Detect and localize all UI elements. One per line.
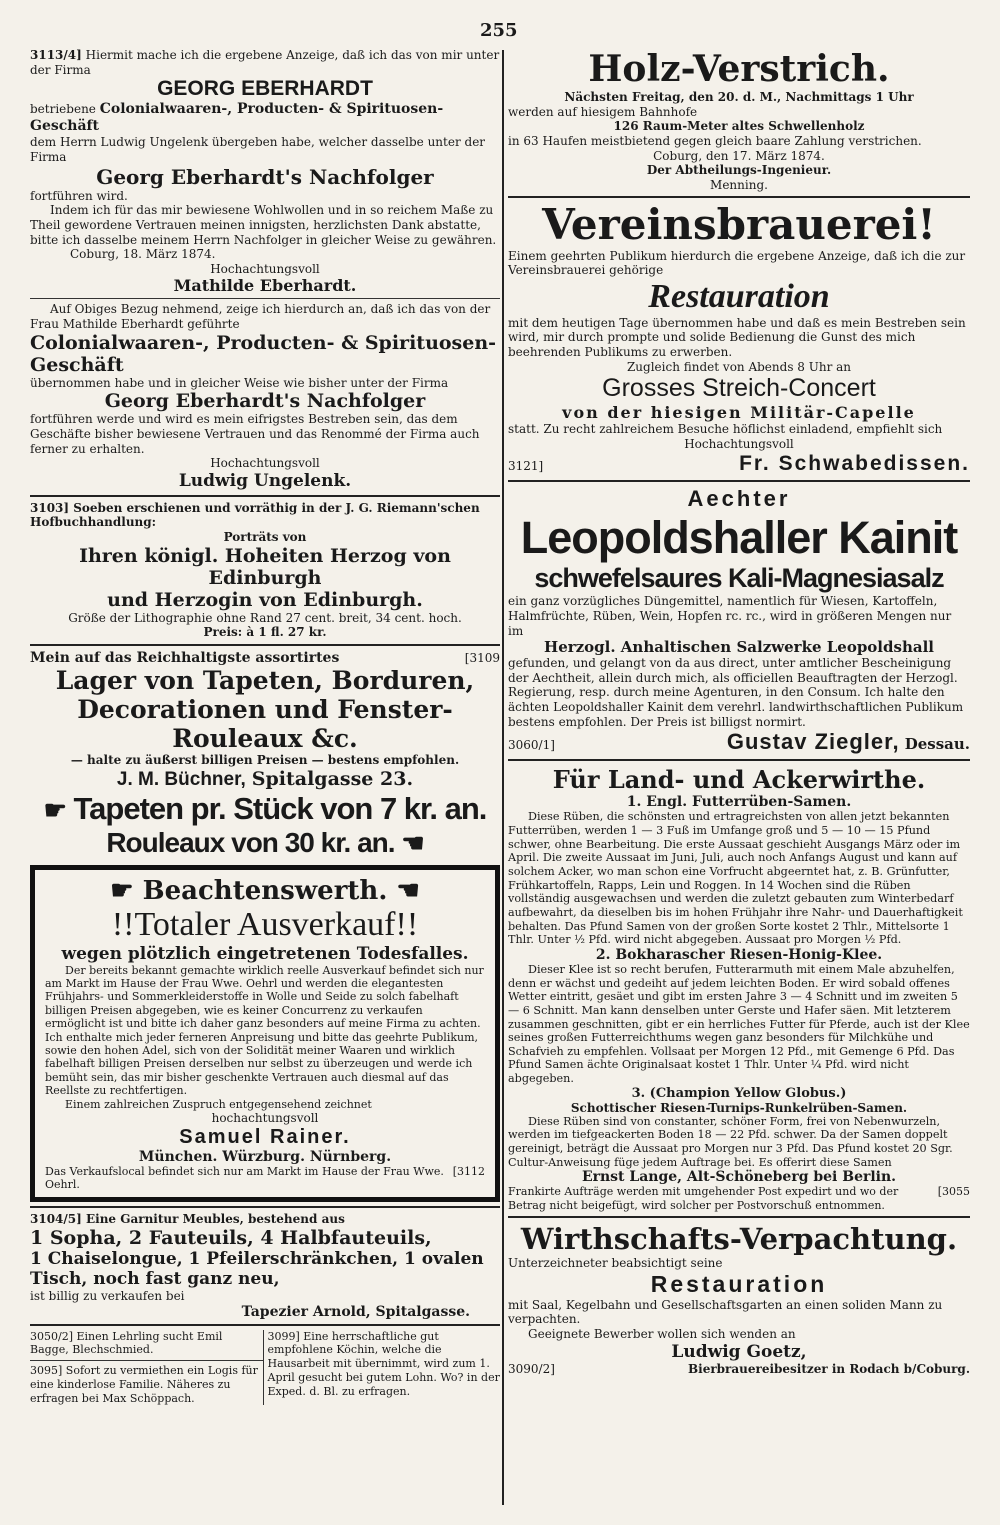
ad-kainit [508,486,970,756]
ad-text: ein ganz vorzügliches Düngemittel, namentlich für Wiesen, Kartoffeln, Halmfrüchte, Rüben, Wein, Hopfen rc. rc., wird in größeren Mengen nur im [508,594,952,638]
ad-date: Coburg, 18. März 1874. [70,247,216,262]
divider [508,196,970,198]
ad-ref: [3112 [452,1164,485,1178]
greeting: Hochachtungsvoll [210,456,320,471]
ad-text: gefunden, und gelangt von da aus direct, unter amtlicher Bescheinigung der Aechtheit, allein durch mich, als officiellen Beauftragten der Herzogl. Regierung, resp. durch meine Agenturen, in den Consum. Ich halte den ächten Leopoldshaller Kainit dem verehrl. landwirthschaftlichen Publikum bestens empfohlen. Der Preis ist billigst normirt. [508,656,964,729]
ad-big-title: !!Totaler Ausverkauf!! [111,905,419,943]
ad-text: Diese Rüben, die schönsten und ertragreichsten von allen jetzt bekannten Futterrüben, werden 1 — 3 Fuß im Umfange groß und 5 — 10 — 15 Pfund schwer, ohne Bearbeitung. Die erste Aussaat geschieht Ausgangs März oder im April. Die zweite Aussaat im Juni, Juli, auch noch Anfangs August und kann auf solchem Acker, wo man schon eine Vorfrucht abgeerntet hat, z. B. Grünfutter, Frühkartoffeln, Rapps, Lein und Roggen. In 14 Wochen sind die Rüben vollständig ausgewachsen und werden die zuletzt gebauten zum Winterbedarf aufbewahrt, da dieselben bis im hohen Frühjahr ihre Nahr- und Dauerhaftigkeit behalten. Das Pfund Samen von der großen Sorte kostet 2 Thlr., Mittelsorte 1 Thlr. Unter ½ Pfd. wird nicht abgegeben. Aussaat pro Morgen ½ Pfd. [508,810,963,947]
ad-date: Coburg, den 17. März 1874. [653,148,825,163]
greeting: hochachtungsvoll [211,1111,319,1125]
small-ads-right [263,1330,501,1406]
ad-text: 3104/5] Eine Garnitur Meubles, bestehend aus [30,1212,345,1227]
ad-text: Das Verkaufslocal befindet sich nur am Markt im Hause der Frau Wwe. Oehrl. [45,1164,444,1192]
pointing-hand-icon: ☚ [396,875,420,906]
small-ads-left [30,1330,263,1406]
ad-text: — halte zu äußerst billigen Preisen — bestens empfohlen. [70,752,460,767]
divider [30,644,500,646]
signature: Mathilde Eberhardt. [173,276,357,296]
concert-title: Grosses Streich-Concert [602,374,876,403]
ad-text: Hiermit mache ich die ergebene Anzeige, daß ich das von mir unter der Firma [30,48,500,77]
divider [508,759,970,761]
ad-headline: Wirthschafts-Verpachtung. [520,1222,958,1257]
merchant-name: J. M. Büchner, [116,768,246,790]
business-name: Colonialwaaren-, Producten- & Spirituosen-Geschäft [30,331,497,376]
ad-text: 126 Raum-Meter altes Schwellenholz [613,119,865,134]
small-ad: 3095] Sofort zu vermiethen ein Logis für eine kinderlose Familie. Näheres zu erfragen bei Max Schöppach. [30,1364,258,1405]
small-ad: 3099] Eine herrschaftliche gut empfohlene Köchin, welche die Hausarbeit mit übernimmt, wird zum 1. April gesucht bei gutem Lohn. Wo? in der Exped. d. Bl. zu erfragen. [267,1329,500,1398]
successor-name: Georg Eberhardt's Nachfolger [104,390,426,413]
ad-headline: Leopoldshaller Kainit [520,511,958,563]
small-ad: 3050/2] Einen Lehrling sucht Emil Bagge, Blechschmied. [30,1329,223,1357]
ad-text: Dieser Klee ist so recht berufen, Futterarmuth mit einem Male abzuhelfen, denn er wächst und gedeiht auf jedem leichten Boden. Er wird sobald offenes Wetter eintritt, gesäet und gibt im ersten Jahre 3 — 4 Schnitt und im zweiten 5 — 6 Schnitt. Man kann denselben unter Gerste und Hafer säen. Mit letzterem zusammen geschnitten, gibt er ein herrliches Futter für Pferde, auch ist der Klee seines großen Futterreichthums wegen ganz besonders für Milchkühe und Schafvieh zu empfehlen. Vollsaat per Morgen 12 Pfd., mit Gemenge 6 Pfd. Das Pfund Samen ächte Originalsaat kostet 1 Thlr. Unter ¼ Pfd. wird nicht abgegeben. [508,962,970,1086]
ad-text: fortführen wird. [30,188,128,203]
merchant-name: Ernst Lange, Alt-Schöneberg bei Berlin. [581,1169,897,1186]
portrait-title: Ihren königl. Hoheiten Herzog von Edinburgh [79,544,451,589]
divider [30,495,500,497]
divider [508,1216,970,1218]
ad-text: übernommen habe und in gleicher Weise wie bisher unter der Firma [30,375,449,390]
greeting: Hochachtungsvoll [210,261,320,276]
merchant-cities: München. Würzburg. Nürnberg. [138,1148,392,1165]
furniture-list: 1 Chaiselongue, 1 Pfeilerschränkchen, 1 ovalen Tisch, noch fast ganz neu, [30,1249,484,1290]
section-heading: 2. Bokharascher Riesen-Honig-Klee. [595,946,883,963]
ad-text: Einem geehrten Publikum hierdurch die ergebene Anzeige, daß ich die zur Vereinsbrauerei gehörige [508,248,966,278]
ad-text: Mein auf das Reichhaltigste assortirtes [30,649,340,666]
ad-lange [508,765,970,1212]
ad-arnold [30,1212,500,1319]
ad-goetz [508,1222,970,1376]
ad-text: Nächsten Freitag, den 20. d. M., Nachmittags 1 Uhr [564,90,914,104]
ad-ref: [3055 [937,1185,970,1199]
ad-buechner [30,650,500,859]
merchant-name: Samuel Rainer. [179,1125,351,1148]
ad-headline: Holz-Verstrich. [588,48,890,90]
ad-text: Der bereits bekannt gemachte wirklich reelle Ausverkauf befindet sich nur am Markt im Hause der Frau Wwe. Oehrl und werden die elegantesten Frühjahrs- und Sommerkleiderstoffe in Wolle und Seide zu solch fabelhaft billigen Preisen abgegeben, wie es keiner Concurrenz zu verkaufen ermöglicht ist und bitte ich daher ganz besonders auf meine Firma zu achten. Ich enthalte mich jeder ferneren Anpreisung und bitte das geehrte Publikum, sowie den hohen Adel, sich von der Solidität meiner Waaren und wirklich fabelhaft billigen Preisen derselben nur selbst zu überzeugen und werde ich bemüht sein, das mir bisher geschenkte Vertrauen auch diesmal auf das Reellste zu rechtfertigen. [45,963,484,1098]
left-column [30,48,500,1505]
pointing-hand-icon: ☛ [110,875,134,906]
page-number: 255 [480,20,518,41]
ad-vereinsbrauerei [508,202,970,475]
ad-rainer [30,865,500,1203]
divider [508,480,970,482]
ad-text: statt. Zu recht zahlreichem Besuche höflichst einladend, empfiehlt sich [508,422,943,437]
ad-subtitle: wegen plötzlich eingetretenen Todesfalles. [61,943,469,964]
ad-text: ist billig zu verkaufen bei [30,1289,185,1304]
ad-label: Porträts von [223,530,307,545]
ad-ref: 3060/1] [508,738,555,753]
ad-text: betriebene [30,102,96,117]
ad-text: 3103] Soeben erschienen und vorräthig in der J. G. Riemann'schen Hofbuchhandlung: [30,500,480,530]
business-name: Colonialwaaren-, Producten- & Spirituosen-Geschäft [30,101,444,135]
furniture-list: 1 Sopha, 2 Fauteuils, 4 Halbfauteuils, [30,1227,432,1250]
divider [30,298,500,299]
ad-kicker: Aechter [687,485,791,511]
ad-text: dem Herrn Ludwig Ungelenk übergeben habe, welcher dasselbe unter der Firma [30,135,486,165]
ad-headline: Decorationen und Fenster-Rouleaux &c. [77,694,453,753]
small-ads [30,1330,500,1406]
column-divider [502,50,504,1505]
merchant-name: Fr. Schwabedissen. [739,451,970,475]
ad-text: Zugleich findet von Abends 8 Uhr an [626,359,852,374]
ad-headline: Lager von Tapeten, Borduren, [55,665,475,695]
section-heading: 1. Engl. Futterrüben-Samen. [626,794,852,811]
ad-headline: Vereinsbrauerei! [542,200,936,250]
offer-text: Tapeten pr. Stück von 7 kr. an. [73,790,487,826]
merchant-city: Dessau. [904,735,970,754]
ad-ref: 3090/2] [508,1361,555,1376]
ad-text: Diese Rüben sind von constanter, schöner Form, frei von Nebenwurzeln, werden im tiefgeackerten Boden 18 — 22 Pfd. schwer. Da der Samen doppelt gereinigt, beträgt die Aussaat pro Morgen nur 3 Pfd. Das Pfund kostet 20 Sgr. Cultur-Anweisung füge jedem Auftrage bei. Es offerirt diese Samen [508,1114,953,1169]
successor-name: Georg Eberhardt's Nachfolger [96,164,434,189]
merchant-name: Gustav Ziegler, [726,729,900,755]
greeting: Hochachtungsvoll [684,436,794,451]
divider [30,1360,263,1361]
signature: Ludwig Ungelenk. [178,470,352,491]
portrait-size: Größe der Lithographie ohne Rand 27 cent. breit, 34 cent. hoch. [68,610,462,625]
ad-ungelenk [30,302,500,490]
restaurant-title: Restauration [648,277,830,315]
ad-text: Geeignete Bewerber wollen sich wenden an [528,1327,796,1342]
pointing-hand-icon: ☚ [401,827,424,858]
merchant-name: Tapezier Arnold, Spitalgasse. [241,1303,470,1320]
ad-ref: [3109 [464,650,500,665]
ad-headline: Für Land- und Ackerwirthe. [552,765,926,795]
merchant-name: Ludwig Goetz, [671,1341,807,1362]
ad-text: Einem zahlreichen Zuspruch entgegensehend zeichnet [65,1097,372,1111]
merchant-title: Bierbrauereibesitzer in Rodach b/Coburg. [688,1361,970,1376]
divider [30,1206,500,1208]
ad-text: fortführen werde und wird es mein eifrigstes Bestreben sein, das dem Geschäfte bisher bewiesene Vertrauen und das Renommé der Firma auch ferner zu erhalten. [30,412,480,456]
firm-name: GEORG EBERHARDT [157,77,373,101]
ad-text: Auf Obiges Bezug nehmend, zeige ich hierdurch an, daß ich das von der Frau Mathilde Eberhardt geführte [30,302,491,332]
ad-riemann [30,501,500,640]
ad-ref: 3113/4] [30,48,82,62]
portrait-title: und Herzogin von Edinburgh. [107,588,423,611]
ad-text: werden auf hiesigem Bahnhofe [508,104,698,119]
ad-text: mit Saal, Kegelbahn und Gesellschaftsgarten an einen soliden Mann zu verpachten. [508,1297,943,1327]
merchant-address: Spitalgasse 23. [251,767,414,790]
right-column [508,48,970,1505]
ad-holz [508,48,970,192]
section-heading: 3. (Champion Yellow Globus.) [631,1085,847,1101]
portrait-price: Preis: à 1 fl. 27 kr. [203,625,327,640]
ad-text: Indem ich für das mir bewiesene Wohlwollen und in so reichem Maße zu Theil gewordene Vertrauen meinen innigsten, herzlichsten Dank abstatte, bitte ich dasselbe meinem Herrn Nachfolger in gleicher Weise zu gewähren. [30,203,497,247]
ad-eberhardt [30,48,500,295]
salt-works: Herzogl. Anhaltischen Salzwerke Leopoldshall [544,638,934,657]
band-name: von der hiesigen Militär-Capelle [562,403,916,423]
ad-ref: 3121] [508,458,544,473]
pointing-hand-icon: ☛ [43,794,66,825]
signature: Menning. [710,177,768,192]
section-heading: Schottischer Riesen-Turnips-Runkelrüben-Samen. [570,1100,908,1115]
ad-subtitle: schwefelsaures Kali-Magnesiasalz [534,563,944,594]
divider [30,1324,500,1326]
ad-text: Frankirte Aufträge werden mit umgehender Post expedirt und wo der Betrag nicht beigefügt, wird solcher per Postvorschuß entnommen. [508,1185,899,1212]
ad-text: in 63 Haufen meistbietend gegen gleich baare Zahlung verstrichen. [508,133,922,148]
offer-text: Rouleaux von 30 kr. an. [106,826,395,858]
ad-text: mit dem heutigen Tage übernommen habe und daß es mein Bestreben sein wird, mir durch prompte und solide Bedienung die Gunst des mich beehrenden Publikums zu erwerben. [508,315,966,360]
signature: Der Abtheilungs-Ingenieur. [646,163,832,178]
restaurant-title: Restauration [650,1270,828,1297]
ad-text: Unterzeichneter beabsichtigt seine [508,1256,723,1271]
ad-headline: Beachtenswerth. [142,875,388,906]
